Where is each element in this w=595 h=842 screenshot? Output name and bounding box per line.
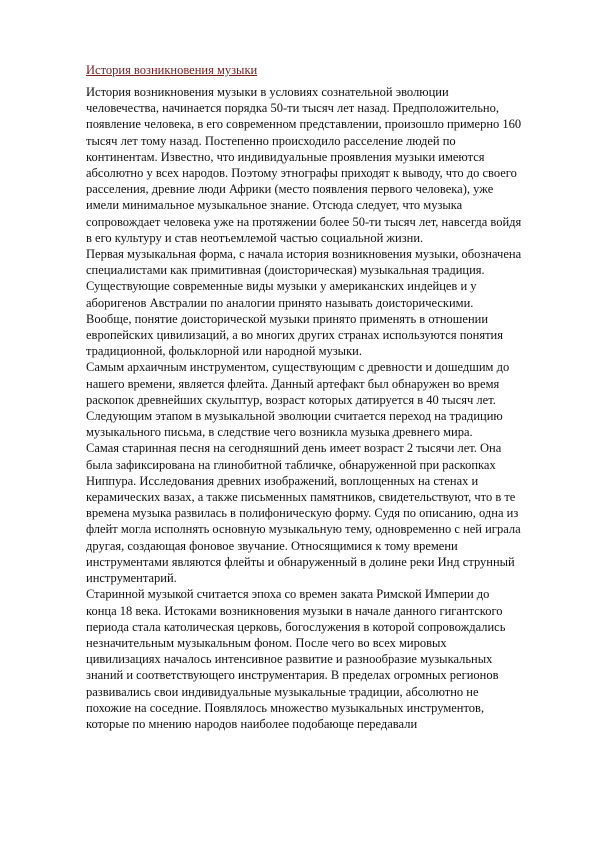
paragraph-4: Следующим этапом в музыкальной эволюции считается переход на традицию музыкального письма, в следствие чего возникла музыка древнего мира. xyxy=(86,409,503,440)
paragraph-5: Самая старинная песня на сегодняшний день имеет возраст 2 тысячи лет. Она была зафиксирована на глинобитной табличке, обнаруженной при раскопках Ниппура. Исследования древних изображений, воплощенных на стенах и керамических вазах, а также письменных памятников, свидетельствуют, что в те времена музыка развилась в полифоническую форму. Судя по описанию, одна из флейт могла исполнять основную музыкальную тему, одновременно с ней играла другая, создающая фоновое звучание. Относящимися к тому времени инструментами являются флейты и обнаруженный в долине реки Инд струнный инструментарий. xyxy=(86,441,521,586)
document-title: История возникновения музыки xyxy=(86,63,258,77)
paragraph-2: Первая музыкальная форма, с начала история возникновения музыки, обозначена специалистами как примитивная (доисторическая) музыкальная традиция. Существующие современные виды музыки у американских индейцев и у аборигенов Австралии по аналогии принято называть доисторическими. Вообще, понятие доисторической музыки принято применять в отношении европейских цивилизаций, а во многих других странах используются понятия традиционной, фольклорной или народной музыки. xyxy=(86,247,522,359)
paragraph-1: История возникновения музыки в условиях сознательной эволюции человечества, начинается порядка 50-ти тысяч лет назад. Предположительно, появление человека, в его современном представлении, произошло примерно 160 тысяч лет тому назад. Постепенно происходило расселение людей по континентам. Известно, что индивидуальные проявления музыки имеются абсолютно у всех народов. Поэтому этнографы приходят к выводу, что до своего расселения, древние люди Африки (место появления первого человека), уже имели минимальное музыкальное знание. Отсюда следует, что музыка сопровождает человека уже на протяжении более 50-ти тысяч лет, навсегда войдя в его культуру и став неотъемлемой частью социальной жизни. xyxy=(86,85,522,245)
paragraph-3: Самым архаичным инструментом, существующим с древности и дошедшим до нашего времени, является флейта. Данный артефакт был обнаружен во время раскопок древнейших скульптур, возраст которых датируется в 40 тысяч лет. xyxy=(86,360,510,407)
document-body xyxy=(86,62,522,732)
paragraph-6: Старинной музыкой считается эпоха со времен заката Римской Империи до конца 18 века. Истоками возникновения музыки в начале данного гигантского периода стала католическая церковь, богослужения в которой сопровождались незначительным музыкальным фоном. После чего во всех мировых цивилизациях началось интенсивное развитие и разнообразие музыкальных знаний и соответствующего инструментария. В пределах огромных регионов развивались свои индивидуальные музыкальные традиции, абсолютно не похожие на соседние. Появлялось множество музыкальных инструментов, которые по мнению народов наиболее подобающе передавали xyxy=(86,587,506,731)
